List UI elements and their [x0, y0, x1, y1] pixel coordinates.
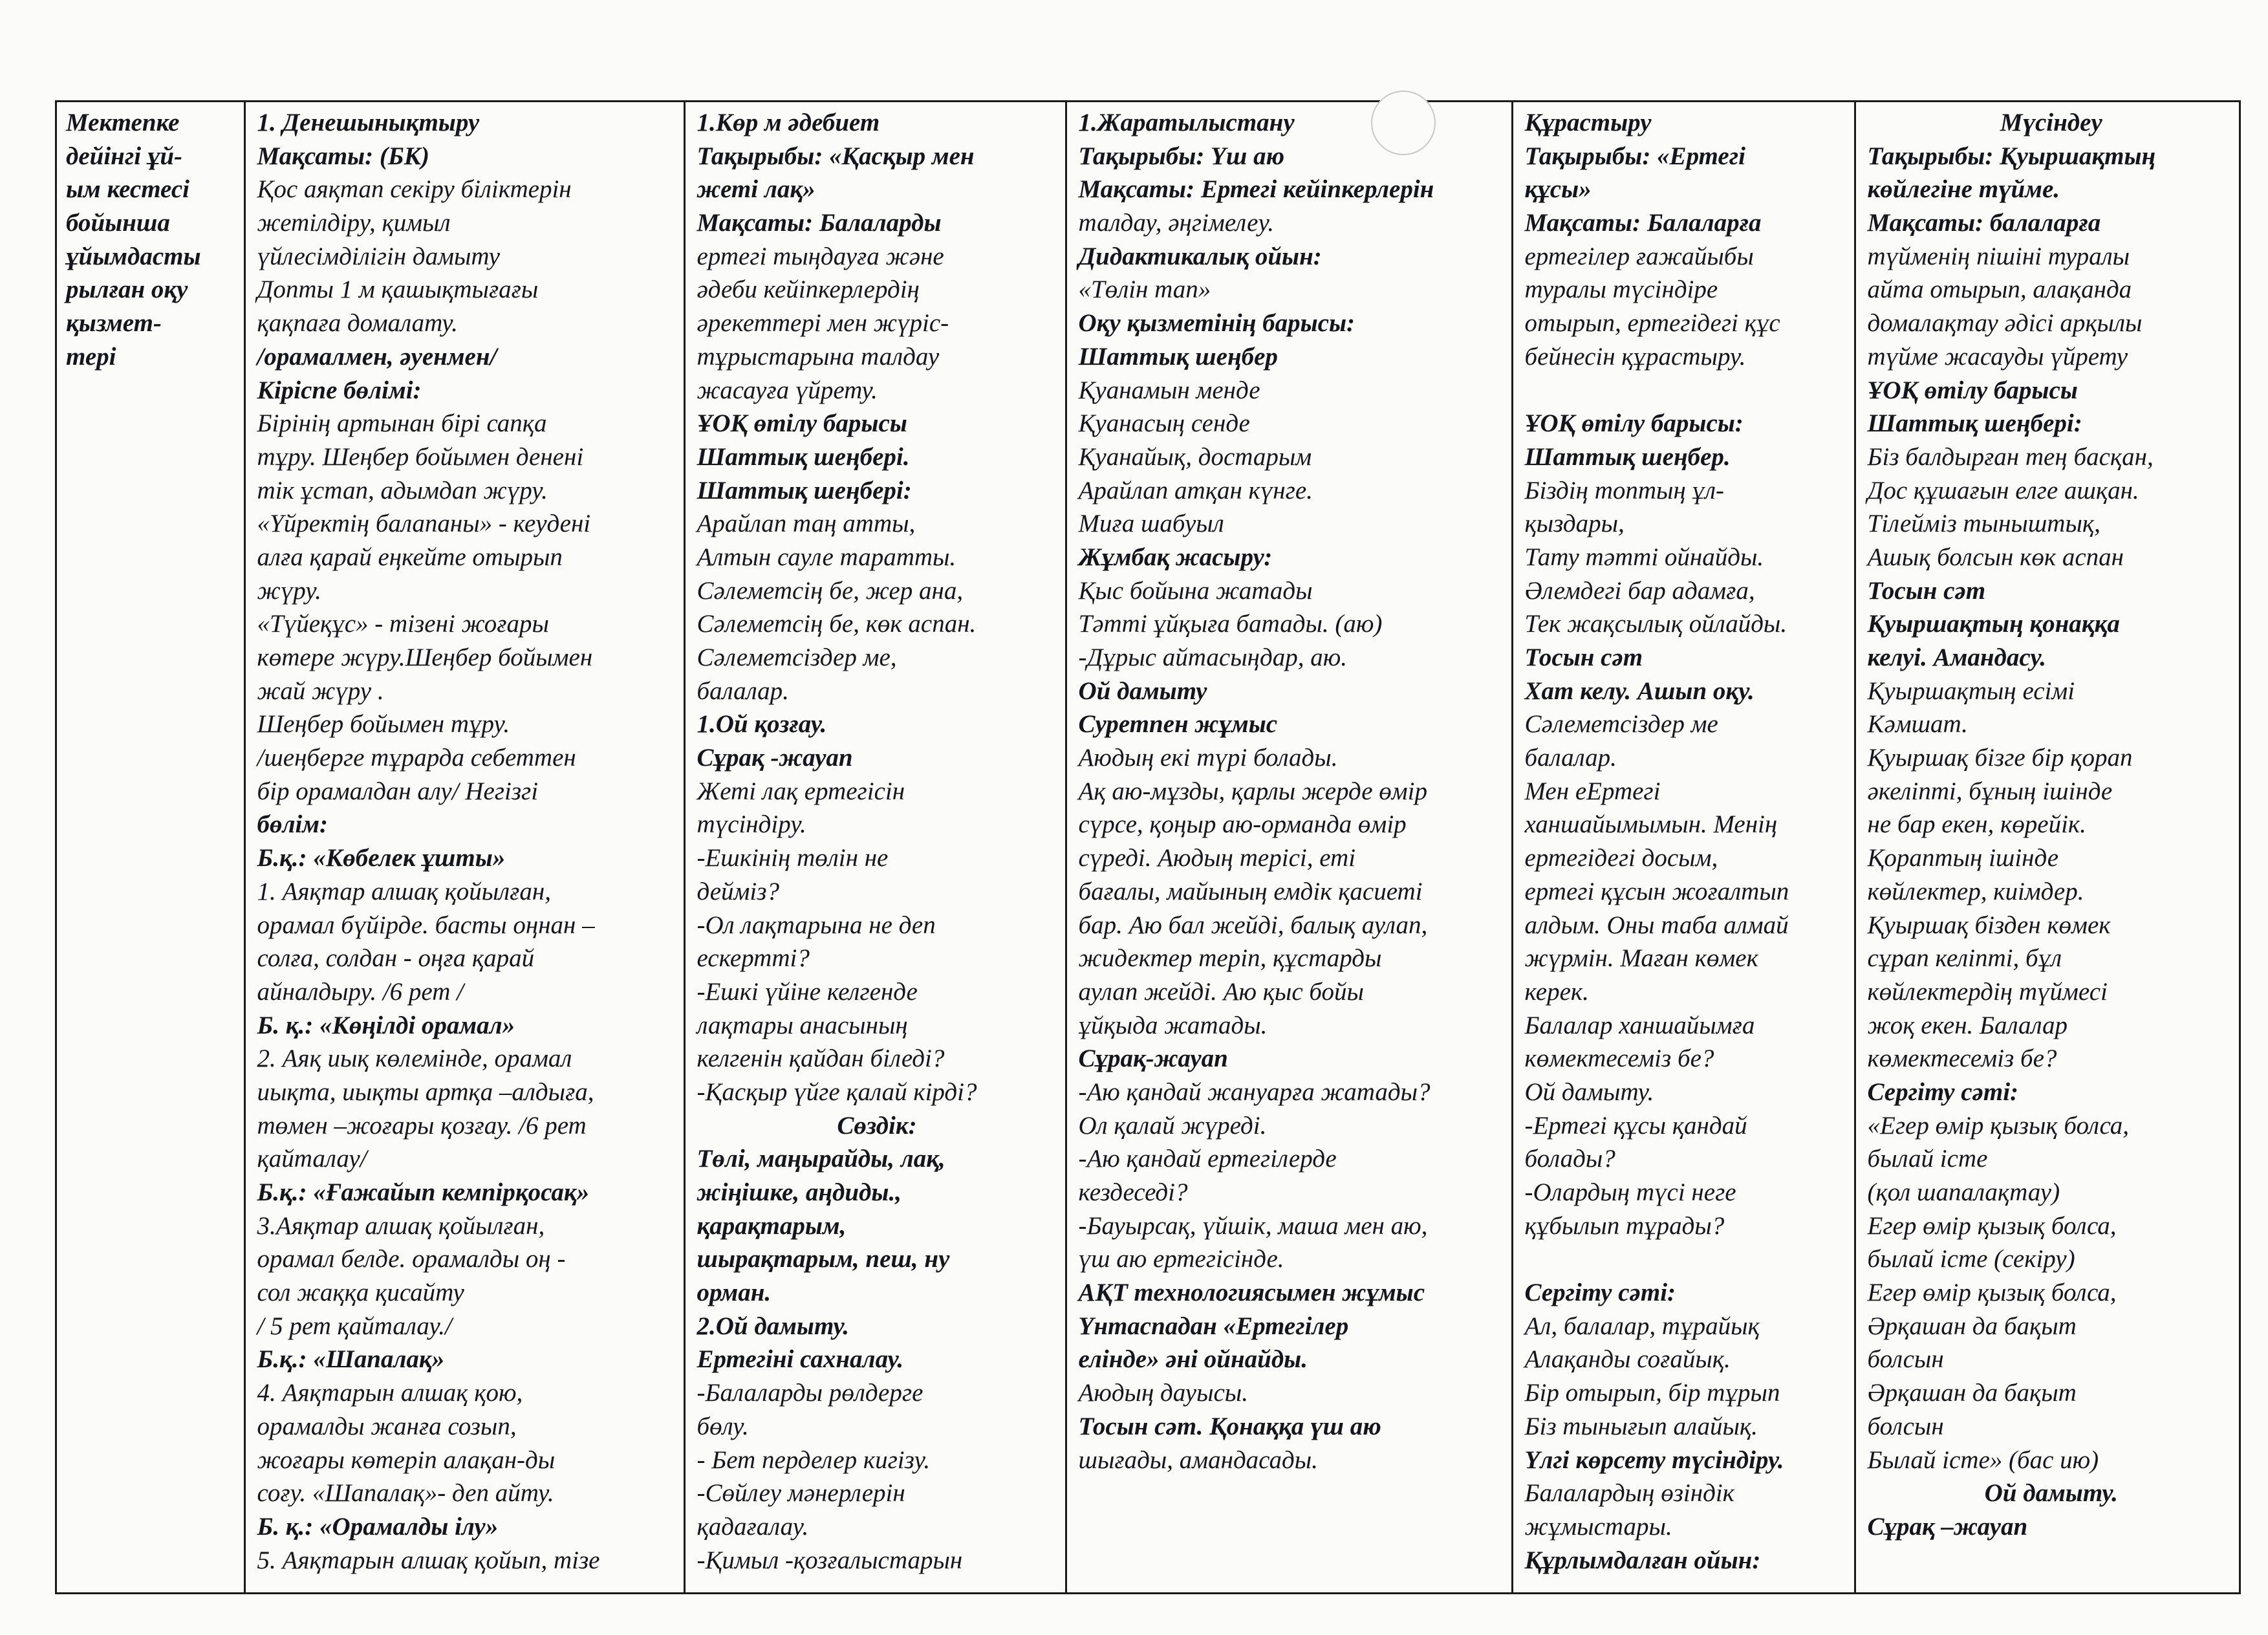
- text-line: ҰОҚ өтілу барысы: [1867, 376, 2078, 404]
- text-line: 3.Аяқтар алшақ қойылған,: [257, 1211, 545, 1240]
- text-line: құсы»: [1524, 175, 1592, 204]
- text-line: елінде» әні ойнайды.: [1078, 1345, 1308, 1374]
- text-line: -Аю қандай ертегілерде: [1078, 1145, 1337, 1173]
- text-line: Қуыршақ бізге бір қорап: [1867, 744, 2133, 772]
- text-line: 1.Көр м әдебиет: [697, 109, 880, 136]
- text-line: ым кестесі: [66, 175, 190, 204]
- col-modeling: [1855, 102, 2241, 1592]
- text-line: жоғары көтеріп алақан-ды: [257, 1446, 556, 1474]
- text-line: көйлектер, киімдер.: [1867, 877, 2084, 905]
- col-nature: [1066, 102, 1512, 1592]
- text-line: АҚТ технологиясымен жұмыс: [1078, 1279, 1425, 1307]
- text-line: Балалар ханшайымға: [1524, 1011, 1755, 1039]
- text-line: Әрқашан да бақыт: [1867, 1312, 2077, 1340]
- text-line: ҰОҚ өтілу барысы: [697, 409, 907, 438]
- text-line: тік ұстап, адымдап жүру.: [257, 476, 548, 504]
- text-line: алға қарай еңкейте отырып: [257, 543, 563, 571]
- text-line: 4. Аяқтарын алшақ қою,: [257, 1379, 523, 1407]
- text-line: Бір отырып, бір тұрып: [1524, 1379, 1780, 1407]
- text-line: «Түйеқұс» - тізені жоғары: [257, 610, 549, 638]
- text-line: Ашық болсын көк аспан: [1867, 543, 2124, 571]
- text-line: балалар.: [1524, 744, 1617, 772]
- text-line: Жеті лақ ертегісін: [697, 777, 905, 805]
- text-line: Шаттық шеңбері.: [697, 442, 910, 471]
- text-line: Допты 1 м қашықтығағы: [257, 276, 539, 304]
- text-line: -Дұрыс айтасыңдар, аю.: [1078, 644, 1347, 671]
- text-line: рылған оқу: [66, 276, 188, 304]
- text-line: Қыс бойына жатады: [1078, 576, 1313, 605]
- punch-hole-mark: [1371, 91, 1436, 155]
- text-line: Қуыршақтың есімі: [1867, 677, 2075, 705]
- col-construction: [1512, 102, 1855, 1592]
- text-line: Үнтаспадан «Ертегілер: [1078, 1312, 1349, 1340]
- text-line: бөлу.: [697, 1412, 749, 1440]
- text-line: орман.: [697, 1279, 772, 1307]
- text-line: Мектепке: [66, 109, 180, 136]
- text-line: бағалы, майының емдік қасиеті: [1078, 877, 1423, 905]
- text-line: дейміз?: [697, 877, 779, 905]
- text-line: Тақырыбы: Үш аю: [1078, 142, 1285, 170]
- text-line: Аюдың дауысы.: [1078, 1379, 1248, 1407]
- text-line: жоқ екен. Балалар: [1867, 1011, 2068, 1039]
- text-line: Сәлеметсің бе, көк аспан.: [697, 610, 977, 638]
- text-line: Ол қалай жүреді.: [1078, 1111, 1267, 1140]
- text-line: қызмет-: [66, 309, 162, 338]
- text-line: отырып, ертегідегі құс: [1524, 309, 1780, 338]
- text-line: [1525, 1242, 1846, 1276]
- text-line: келгенін қайдан біледі?: [697, 1045, 945, 1073]
- text-line: Кіріспе бөлімі:: [257, 376, 422, 404]
- text-line: қадағалау.: [697, 1512, 809, 1541]
- text-line: Сәлеметсің бе, жер ана,: [697, 576, 964, 605]
- text-line: Мүсіндеу: [2000, 109, 2102, 136]
- text-line: жұмыстары.: [1524, 1512, 1672, 1541]
- text-line: Тақырыбы: Қуыршақтың: [1867, 142, 2156, 170]
- text-line: Ақ аю-мұзды, қарлы жерде өмір: [1078, 777, 1428, 805]
- text-line: қайталау/: [257, 1145, 367, 1173]
- text-line: түсіндіру.: [697, 810, 806, 839]
- text-line: Б.қ.: «Шапалақ»: [257, 1345, 445, 1374]
- text-line: үйлесімділігін дамыту: [257, 242, 500, 270]
- text-line: түйме жасауды үйрету: [1867, 342, 2128, 371]
- text-line: Қораптың ішінде: [1867, 844, 2059, 872]
- text-line: Мақсаты: (БК): [257, 142, 430, 170]
- text-line: бейнесін құрастыру.: [1524, 342, 1746, 371]
- text-line: тұру. Шеңбер бойымен денені: [257, 442, 584, 471]
- text-line: Шаттық шеңбері:: [697, 476, 912, 504]
- text-line: болсын: [1867, 1345, 1944, 1374]
- text-line: Тәтті ұйқыға батады. (аю): [1078, 610, 1383, 638]
- text-line: Төлі, маңырайды, лақ,: [697, 1145, 945, 1173]
- text-line: Дос құшағын елге ашқан.: [1867, 476, 2139, 504]
- text-line: 5. Аяқтарын алшақ қойып, тізе: [257, 1546, 600, 1574]
- text-line: Миға шабуыл: [1078, 510, 1224, 538]
- text-line: сүрсе, қоңыр аю-орманда өмір: [1078, 810, 1407, 839]
- text-line: көмектесеміз бе?: [1524, 1045, 1714, 1073]
- text-line: Кәмшат.: [1867, 710, 1968, 739]
- text-line: Арайлап таң атты,: [697, 510, 916, 538]
- text-line: -Ертегі құсы қандай: [1524, 1111, 1747, 1140]
- text-line: не бар екен, көрейік.: [1867, 810, 2086, 839]
- text-line: Қуанамын менде: [1078, 376, 1260, 404]
- text-line: иықта, иықты артқа –алдыға,: [257, 1077, 594, 1106]
- text-line: Арайлап атқан күнге.: [1078, 476, 1313, 504]
- text-line: Сәлеметсіздер ме,: [697, 644, 897, 671]
- text-line: келуі. Амандасу.: [1867, 644, 2046, 671]
- text-line: -Ол лақтарына не деп: [697, 911, 936, 939]
- text-line: бөлім:: [257, 810, 329, 839]
- text-line: Шаттық шеңбері:: [1867, 409, 2082, 438]
- text-line: сұрап келіпті, бұл: [1867, 944, 2062, 973]
- text-line: әрекеттері мен жүріс-: [697, 309, 949, 338]
- text-line: /шеңберге тұрарда себеттен: [257, 744, 576, 772]
- text-line: Дидактикалық ойын:: [1078, 242, 1322, 270]
- text-line: Хат келу. Ашып оқу.: [1524, 677, 1755, 705]
- text-line: ертегі тыңдауға және: [697, 242, 944, 270]
- text-line: Тату тәтті ойнайды.: [1524, 543, 1764, 571]
- text-line: болсын: [1867, 1412, 1944, 1440]
- text-line: Сұрақ-жауап: [1078, 1045, 1228, 1073]
- text-line: құбылып тұрады?: [1524, 1211, 1725, 1240]
- text-line: Ертегіні сахналау.: [697, 1345, 904, 1374]
- text-line: ертегі құсын жоғалтып: [1524, 877, 1789, 905]
- text-line: шырақтарым, пеш, ну: [697, 1245, 950, 1273]
- text-line: соғу. «Шапалақ»- деп айту.: [257, 1479, 554, 1508]
- text-line: болады?: [1524, 1145, 1615, 1173]
- text-line: Қуыршақ бізден көмек: [1867, 911, 2111, 939]
- col-physical-education: [244, 102, 684, 1592]
- text-line: қарақтарым,: [697, 1211, 847, 1240]
- text-line: ұйымдасты: [66, 242, 201, 270]
- text-line: Егер өмір қызық болса,: [1867, 1279, 2117, 1307]
- text-line: әкеліпті, бұның ішінде: [1867, 777, 2113, 805]
- text-line: балалар.: [697, 677, 789, 705]
- col-schedule: [57, 102, 244, 1592]
- text-line: (қол шапалақтау): [1867, 1178, 2060, 1206]
- text-line: былай істе (секіру): [1867, 1245, 2075, 1273]
- text-line: Б.қ.: «Көбелек ұшты»: [257, 844, 506, 872]
- text-line: Шаттық шеңбер.: [1524, 442, 1731, 471]
- text-line: Шеңбер бойымен тұру.: [257, 710, 510, 739]
- text-line: Егер өмір қызық болса,: [1867, 1211, 2117, 1240]
- text-line: Біз балдырған тең басқан,: [1867, 442, 2154, 471]
- lesson-plan-grid: [57, 102, 2241, 1592]
- text-line: жасауға үйрету.: [697, 376, 878, 404]
- text-line: сүреді. Аюдың терісі, еті: [1078, 844, 1356, 872]
- text-line: көмектесеміз бе?: [1867, 1045, 2057, 1073]
- text-line: ескертті?: [697, 944, 810, 973]
- text-line: Мақсаты: Ертегі кейіпкерлерін: [1078, 175, 1434, 204]
- text-line: шығады, амандасады.: [1078, 1446, 1318, 1474]
- text-line: Суретпен жұмыс: [1078, 710, 1278, 739]
- text-line: аулап жейді. Аю қыс бойы: [1078, 977, 1364, 1006]
- text-line: Қуыршақтың қонаққа: [1867, 610, 2120, 638]
- text-line: айта отырып, алақанда: [1867, 276, 2132, 304]
- text-line: бір орамалдан алу/ Негізгі: [257, 777, 539, 805]
- text-line: Тақырыбы: «Қасқыр мен: [697, 142, 975, 170]
- text-line: Сұрақ –жауап: [1867, 1512, 2028, 1541]
- text-line: алдым. Оны таба алмай: [1524, 911, 1789, 939]
- text-line: Шаттық шеңбер: [1078, 342, 1278, 371]
- text-line: ертегілер ғажайыбы: [1524, 242, 1754, 270]
- text-line: туралы түсіндіре: [1524, 276, 1718, 304]
- text-line: орамал белде. орамалды оң -: [257, 1245, 566, 1273]
- text-line: 1. Денешынықтыру: [257, 109, 480, 136]
- text-line: «Төлін тап»: [1078, 276, 1211, 304]
- text-line: жүру.: [257, 576, 321, 605]
- text-line: «Үйректің балапаны» - кеудені: [257, 510, 591, 538]
- text-line: сол жаққа қисайту: [257, 1279, 464, 1307]
- text-line: Б. қ.: «Көңілді орамал»: [257, 1011, 515, 1039]
- text-line: орамал бүйірде. басты оңнан –: [257, 911, 595, 939]
- text-line: ханшайымымын. Менің: [1524, 810, 1778, 839]
- text-line: тері: [66, 342, 116, 371]
- text-line: Тек жақсылық ойлайды.: [1524, 610, 1787, 638]
- text-line: ертегідегі досым,: [1524, 844, 1718, 872]
- text-line: солға, солдан - оңға қарай: [257, 944, 535, 973]
- text-line: Сұрақ -жауап: [697, 744, 853, 772]
- text-line: Үлгі көрсету түсіндіру.: [1524, 1446, 1784, 1474]
- text-line: Біз тынығып алайық.: [1524, 1412, 1758, 1440]
- text-line: Жұмбақ жасыру:: [1078, 543, 1273, 571]
- text-line: былай істе: [1867, 1145, 1988, 1173]
- text-line: Құрлымдалған ойын:: [1524, 1546, 1761, 1574]
- text-line: [1525, 374, 1846, 407]
- text-line: көйлектердің түймесі: [1867, 977, 2108, 1006]
- text-line: Мақсаты: Балаларға: [1524, 209, 1762, 237]
- text-line: Тақырыбы: «Ертегі: [1524, 142, 1745, 170]
- text-line: -Бауырсақ, үйшік, маша мен аю,: [1078, 1211, 1428, 1240]
- text-line: әдеби кейіпкерлердің: [697, 276, 920, 304]
- text-line: / 5 рет қайталау./: [257, 1312, 452, 1340]
- text-line: үш аю ертегісінде.: [1078, 1245, 1284, 1273]
- text-line: ұйқыда жатады.: [1078, 1011, 1268, 1039]
- text-line: домалақтау әдісі арқылы: [1867, 309, 2143, 338]
- text-line: Сергіту сәті:: [1524, 1279, 1676, 1307]
- text-line: ҰОҚ өтілу барысы:: [1524, 409, 1744, 438]
- text-line: Қуанайық, достарым: [1078, 442, 1312, 471]
- text-line: Сәлеметсіздер ме: [1524, 710, 1718, 739]
- text-line: дейінгі ұй-: [66, 142, 182, 170]
- text-line: Алақанды соғайық.: [1524, 1345, 1731, 1374]
- text-line: -Сөйлеу мәнерлерін: [697, 1479, 905, 1508]
- text-line: Тосын сәт: [1867, 576, 1986, 605]
- text-line: талдау, әңгімелеу.: [1078, 209, 1275, 237]
- text-line: -Қимыл -қозғалыстарын: [697, 1546, 963, 1574]
- text-line: түйменің пішіні туралы: [1867, 242, 2130, 270]
- text-line: кездеседі?: [1078, 1178, 1188, 1206]
- text-line: қыздары,: [1524, 510, 1625, 538]
- text-line: -Балаларды рөлдерге: [697, 1379, 923, 1407]
- text-line: жеті лақ»: [697, 175, 815, 204]
- text-line: /орамалмен, әуенмен/: [257, 342, 497, 371]
- text-line: Алтын сауле таратты.: [697, 543, 956, 571]
- text-line: керек.: [1524, 977, 1589, 1006]
- lesson-plan-table: [55, 100, 2241, 1594]
- text-line: Бірінің артынан бірі сапқа: [257, 409, 547, 438]
- text-line: Оқу қызметінің барысы:: [1078, 309, 1355, 338]
- text-line: -Аю қандай жануарға жатады?: [1078, 1077, 1431, 1106]
- text-line: төмен –жоғары қозғау. /6 рет: [257, 1111, 587, 1140]
- text-line: Ой дамыту: [1078, 677, 1207, 705]
- text-line: 1.Ой қозғау.: [697, 710, 827, 739]
- text-line: -Ешкінің төлін не: [697, 844, 889, 872]
- text-line: Ой дамыту.: [1984, 1479, 2118, 1508]
- text-line: -Олардың түсі неге: [1524, 1178, 1736, 1206]
- text-line: орамалды жанға созып,: [257, 1412, 517, 1440]
- text-line: қақпаға домалату.: [257, 309, 458, 338]
- text-line: жетілдіру, қимыл: [257, 209, 451, 237]
- text-line: көйлегіне түйме.: [1867, 175, 2060, 204]
- text-line: 2.Ой дамыту.: [697, 1312, 849, 1340]
- text-line: Қуанасың сенде: [1078, 409, 1250, 438]
- text-line: бар. Аю бал жейді, балық аулап,: [1078, 911, 1428, 939]
- text-line: Біздің топтың ұл-: [1524, 476, 1725, 504]
- text-line: көтере жүру.Шеңбер бойымен: [257, 644, 593, 671]
- text-line: Сергіту сәті:: [1867, 1077, 2019, 1106]
- text-line: жай жүру .: [257, 677, 384, 705]
- text-line: Ал, балалар, тұрайық: [1524, 1312, 1760, 1340]
- text-line: жидектер теріп, құстарды: [1078, 944, 1382, 973]
- text-line: «Егер өмір қызық болса,: [1867, 1111, 2130, 1140]
- text-line: Былай істе» (бас ию): [1867, 1446, 2099, 1474]
- text-line: бойынша: [66, 209, 170, 237]
- text-line: 1.Жаратылыстану: [1078, 109, 1295, 136]
- text-line: Тілейміз тыныштық,: [1867, 510, 2101, 538]
- text-line: айналдыру. /6 рет /: [257, 977, 464, 1006]
- text-line: лақтары анасының: [697, 1011, 908, 1039]
- text-line: Мақсаты: Балаларды: [697, 209, 942, 237]
- text-line: Б.қ.: «Ғажайып кемпірқосақ»: [257, 1178, 590, 1206]
- text-line: Балалардың өзіндік: [1524, 1479, 1734, 1508]
- col-literature: [684, 102, 1066, 1592]
- text-line: Аюдың екі түрі болады.: [1078, 744, 1338, 772]
- text-line: жүрмін. Маған көмек: [1524, 944, 1758, 973]
- text-line: Әрқашан да бақыт: [1867, 1379, 2077, 1407]
- text-line: Тосын сәт: [1524, 644, 1643, 671]
- text-line: тұрыстарына талдау: [697, 342, 940, 371]
- text-line: Қос аяқтап секіру біліктерін: [257, 175, 572, 204]
- text-line: Әлемдегі бар адамға,: [1524, 576, 1755, 605]
- text-line: 1. Аяқтар алшақ қойылған,: [257, 877, 551, 905]
- text-line: жіңішке, аңдиды.,: [697, 1178, 902, 1206]
- text-line: Мақсаты: балаларға: [1867, 209, 2101, 237]
- text-line: - Бет перделер кигізу.: [697, 1446, 931, 1474]
- text-line: -Ешкі үйіне келгенде: [697, 977, 918, 1006]
- text-line: 2. Аяқ иық көлемінде, орамал: [257, 1045, 572, 1073]
- text-line: -Қасқыр үйге қалай кірді?: [697, 1077, 977, 1106]
- text-line: Құрастыру: [1524, 109, 1652, 136]
- text-line: Б. қ.: «Орамалды ілу»: [257, 1512, 499, 1541]
- text-line: Ой дамыту.: [1524, 1077, 1654, 1106]
- text-line: Сөздік:: [837, 1111, 917, 1140]
- text-line: Мен еЕртегі: [1524, 777, 1661, 805]
- text-line: Тосын сәт. Қонаққа үш аю: [1078, 1412, 1381, 1440]
